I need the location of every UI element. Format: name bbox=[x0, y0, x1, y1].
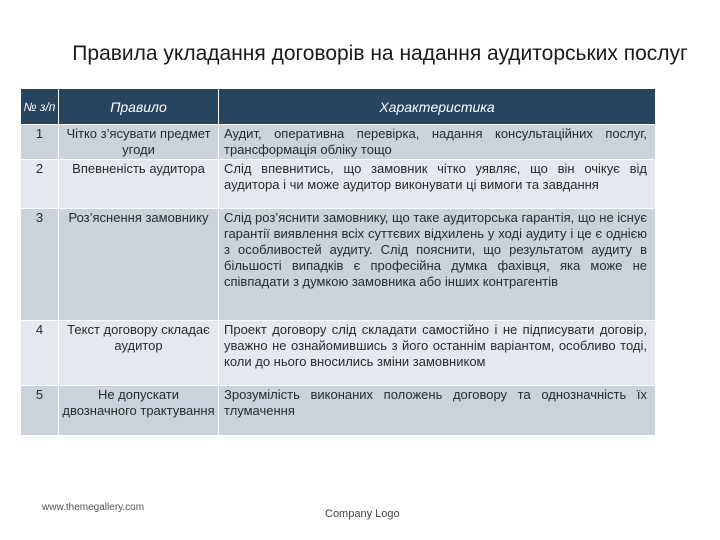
row-number: 4 bbox=[21, 321, 59, 386]
header-number: № з/п bbox=[21, 89, 59, 125]
row-number: 2 bbox=[21, 160, 59, 209]
row-rule: Текст договору складає аудитор bbox=[59, 321, 219, 386]
table-row bbox=[21, 209, 656, 321]
table-row bbox=[21, 125, 656, 160]
row-description: Проект договору слід складати самостійно і не підписувати договір, уважно не ознайомившись з його останнім варіантом, особливо тоді, коли до нього вносились зміни замовником bbox=[219, 321, 656, 386]
row-number: 3 bbox=[21, 209, 59, 321]
table-header-row bbox=[21, 89, 656, 125]
row-rule: Впевненість аудитора bbox=[59, 160, 219, 209]
page-title: Правила укладання договорів на надання аудиторських послуг bbox=[72, 42, 688, 65]
row-description: Слід роз’яснити замовнику, що таке аудиторська гарантія, що не існує гарантії виявлення всіх суттєвих відхилень у ході аудиту і це є однією з особливостей аудиту. Слід пояснити, що результатом аудиту в більшості випадків є професійна думка фахівця, яка може не співпадати з думкою замовника або інших контрагентів bbox=[219, 209, 656, 321]
table-row bbox=[21, 160, 656, 209]
header-rule: Правило bbox=[59, 89, 219, 125]
row-rule: Не допускати двозначного трактування bbox=[59, 386, 219, 436]
footer-website: www.themegallery.com bbox=[42, 502, 145, 513]
table-row bbox=[21, 386, 656, 436]
row-rule: Роз’яснення замовнику bbox=[59, 209, 219, 321]
row-description: Аудит, оперативна перевірка, надання консультаційних послуг, трансформація обліку тощо bbox=[219, 125, 656, 160]
row-description: Слід впевнитись, що замовник чітко уявляє, що він очікує від аудитора і чи може аудитор виконувати ці вимоги та завдання bbox=[219, 160, 656, 209]
table-row bbox=[21, 321, 656, 386]
row-number: 5 bbox=[21, 386, 59, 436]
row-description: Зрозумілість виконаних положень договору та однозначність їх тлумачення bbox=[219, 386, 656, 436]
row-rule: Чітко з’ясувати предмет угоди bbox=[59, 125, 219, 160]
header-description: Характеристика bbox=[219, 89, 656, 125]
rules-table bbox=[20, 88, 656, 436]
row-number: 1 bbox=[21, 125, 59, 160]
company-logo: Company Logo bbox=[325, 508, 400, 520]
